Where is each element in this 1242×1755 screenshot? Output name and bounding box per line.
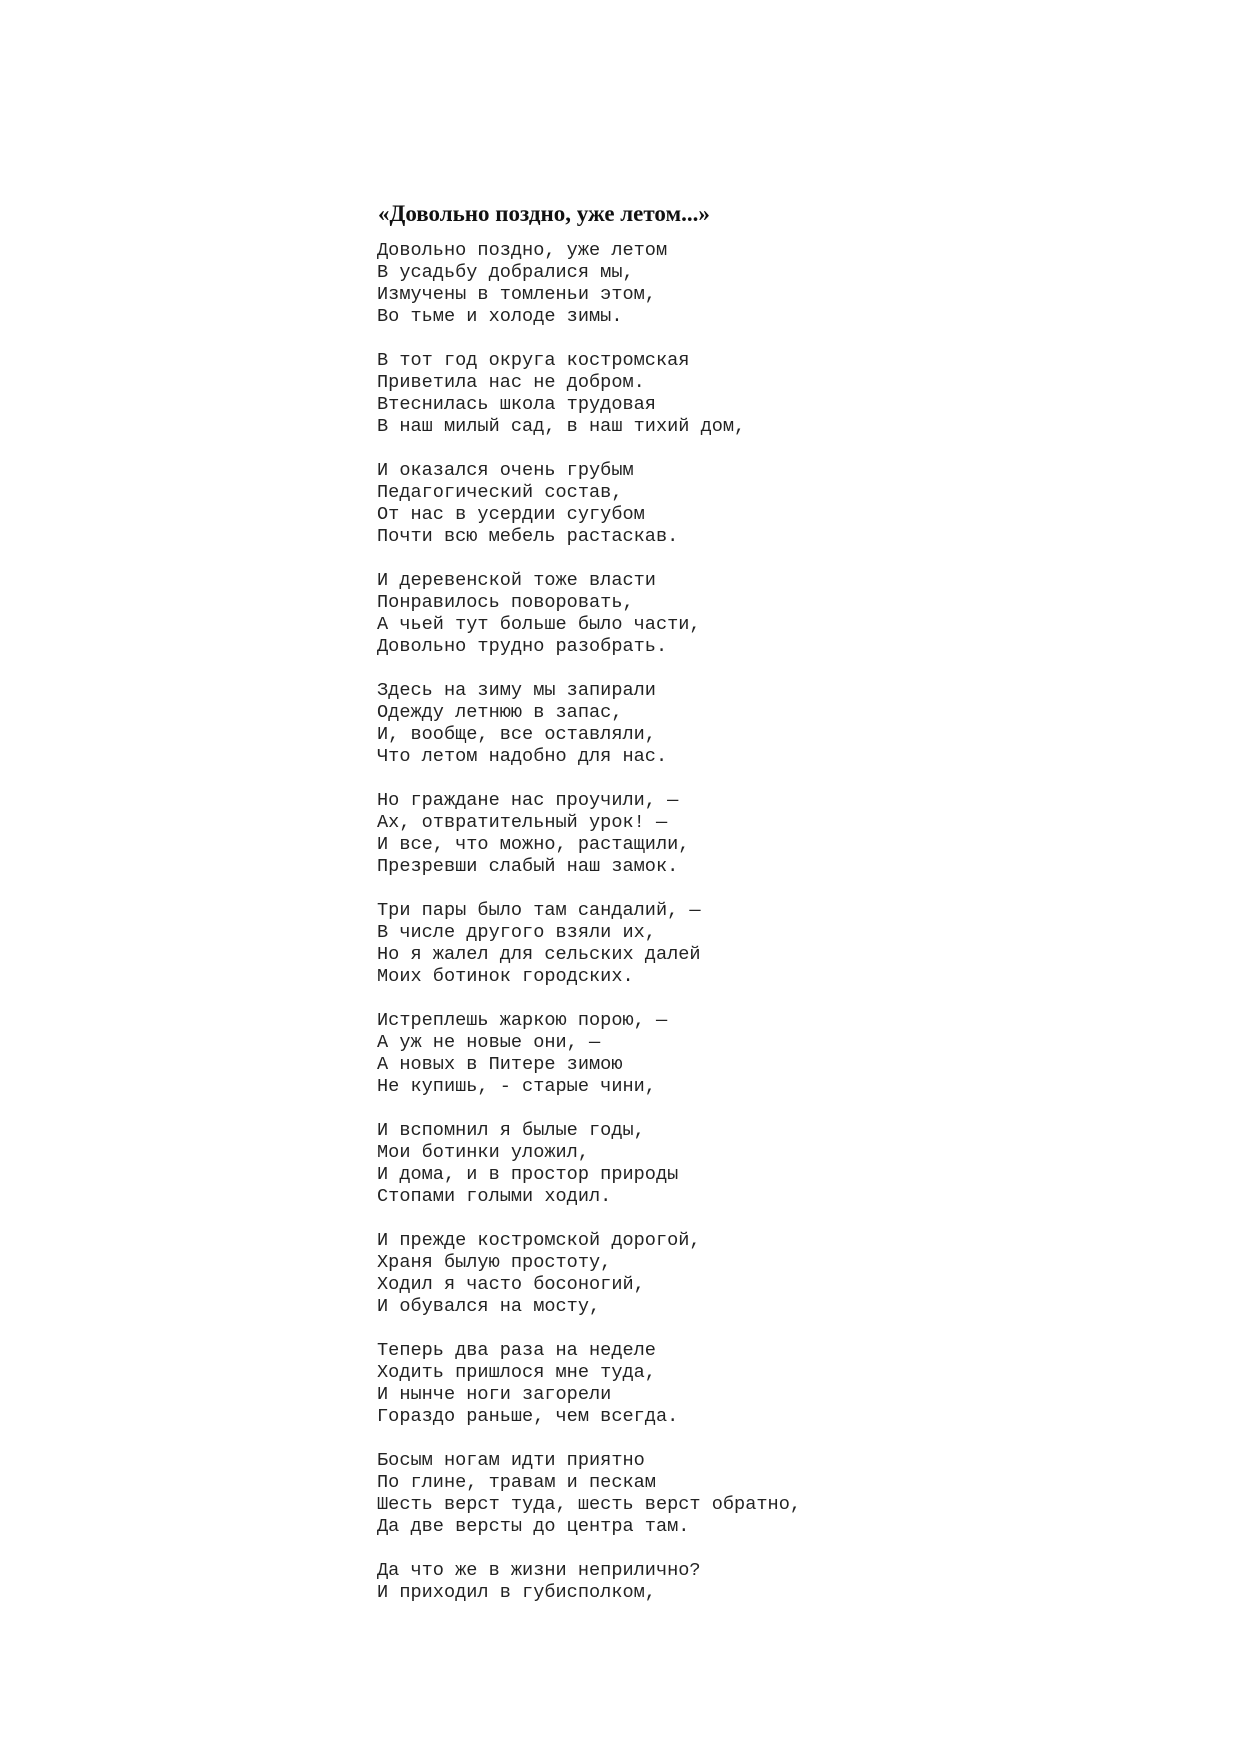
- poem-title: «Довольно поздно, уже летом...»: [378, 201, 710, 226]
- poem-line: В усадьбу добралися мы,: [377, 262, 634, 283]
- stanza: [377, 1340, 1197, 1428]
- stanza: [377, 1010, 1197, 1098]
- poem-line: И оказался очень грубым: [377, 460, 634, 481]
- poem-line: Мои ботинки уложил,: [377, 1142, 590, 1163]
- poem-line: И деревенской тоже власти: [377, 570, 656, 591]
- poem-line: И приходил в губисполком,: [377, 1582, 656, 1603]
- poem-line: Приветила нас не добром.: [377, 372, 645, 393]
- poem-line: В наш милый сад, в наш тихий дом,: [377, 416, 746, 437]
- poem-line: Одежду летнюю в запас,: [377, 702, 623, 723]
- poem-line: Босым ногам идти приятно: [377, 1450, 645, 1471]
- poem-line: Но граждане нас проучили, —: [377, 790, 679, 811]
- poem-line: А уж не новые они, —: [377, 1032, 601, 1053]
- poem-line: Ходить пришлося мне туда,: [377, 1362, 656, 1383]
- poem-line: И обувался на мосту,: [377, 1296, 601, 1317]
- stanza: [377, 460, 1197, 548]
- poem-line: Что летом надобно для нас.: [377, 746, 668, 767]
- stanza: [377, 790, 1197, 878]
- stanza: [377, 1230, 1197, 1318]
- poem-line: И прежде костромской дорогой,: [377, 1230, 701, 1251]
- poem-line: Но я жалел для сельских далей: [377, 944, 701, 965]
- poem-line: Педагогический состав,: [377, 482, 623, 503]
- stanza: [377, 680, 1197, 768]
- poem-line: Шесть верст туда, шесть верст обратно,: [377, 1494, 802, 1515]
- poem-line: Презревши слабый наш замок.: [377, 856, 679, 877]
- poem-line: Истреплешь жаркою порою, —: [377, 1010, 668, 1031]
- poem-line: Ах, отвратительный урок! —: [377, 812, 668, 833]
- stanza: [377, 900, 1197, 988]
- poem-line: Довольно трудно разобрать.: [377, 636, 668, 657]
- poem-line: Почти всю мебель растаскав.: [377, 526, 679, 547]
- poem-line: Втеснилась школа трудовая: [377, 394, 656, 415]
- poem-line: По глине, травам и пескам: [377, 1472, 656, 1493]
- poem-line: И, вообще, все оставляли,: [377, 724, 656, 745]
- poem-line: Ходил я часто босоногий,: [377, 1274, 645, 1295]
- poem-line: Три пары было там сандалий, —: [377, 900, 701, 921]
- poem-line: И дома, и в простор природы: [377, 1164, 679, 1185]
- poem-line: От нас в усердии сугубом: [377, 504, 645, 525]
- poem-line: Теперь два раза на неделе: [377, 1340, 656, 1361]
- poem-line: Да две версты до центра там.: [377, 1516, 690, 1537]
- poem-line: В тот год округа костромская: [377, 350, 690, 371]
- poem-line: И нынче ноги загорели: [377, 1384, 612, 1405]
- stanza: [377, 350, 1197, 438]
- poem-line: Здесь на зиму мы запирали: [377, 680, 656, 701]
- poem-line: Стопами голыми ходил.: [377, 1186, 612, 1207]
- stanza: [377, 1450, 1197, 1538]
- poem-line: И все, что можно, растащили,: [377, 834, 690, 855]
- poem-line: Понравилось поворовать,: [377, 592, 634, 613]
- poem-line: Да что же в жизни неприлично?: [377, 1560, 701, 1581]
- stanza: [377, 570, 1197, 658]
- stanza: [377, 240, 1197, 328]
- poem-line: Не купишь, - старые чини,: [377, 1076, 656, 1097]
- stanza: [377, 1560, 1197, 1604]
- poem-line: И вспомнил я былые годы,: [377, 1120, 645, 1141]
- poem-body: [377, 240, 1197, 1626]
- poem-line: Храня былую простоту,: [377, 1252, 612, 1273]
- poem-line: Гораздо раньше, чем всегда.: [377, 1406, 679, 1427]
- poem-line: Измучены в томленьи этом,: [377, 284, 656, 305]
- poem-line: Во тьме и холоде зимы.: [377, 306, 623, 327]
- stanza: [377, 1120, 1197, 1208]
- poem-line: А новых в Питере зимою: [377, 1054, 623, 1075]
- poem-line: В числе другого взяли их,: [377, 922, 656, 943]
- poem-line: А чьей тут больше было части,: [377, 614, 701, 635]
- poem-line: Довольно поздно, уже летом: [377, 240, 668, 261]
- poem-line: Моих ботинок городских.: [377, 966, 634, 987]
